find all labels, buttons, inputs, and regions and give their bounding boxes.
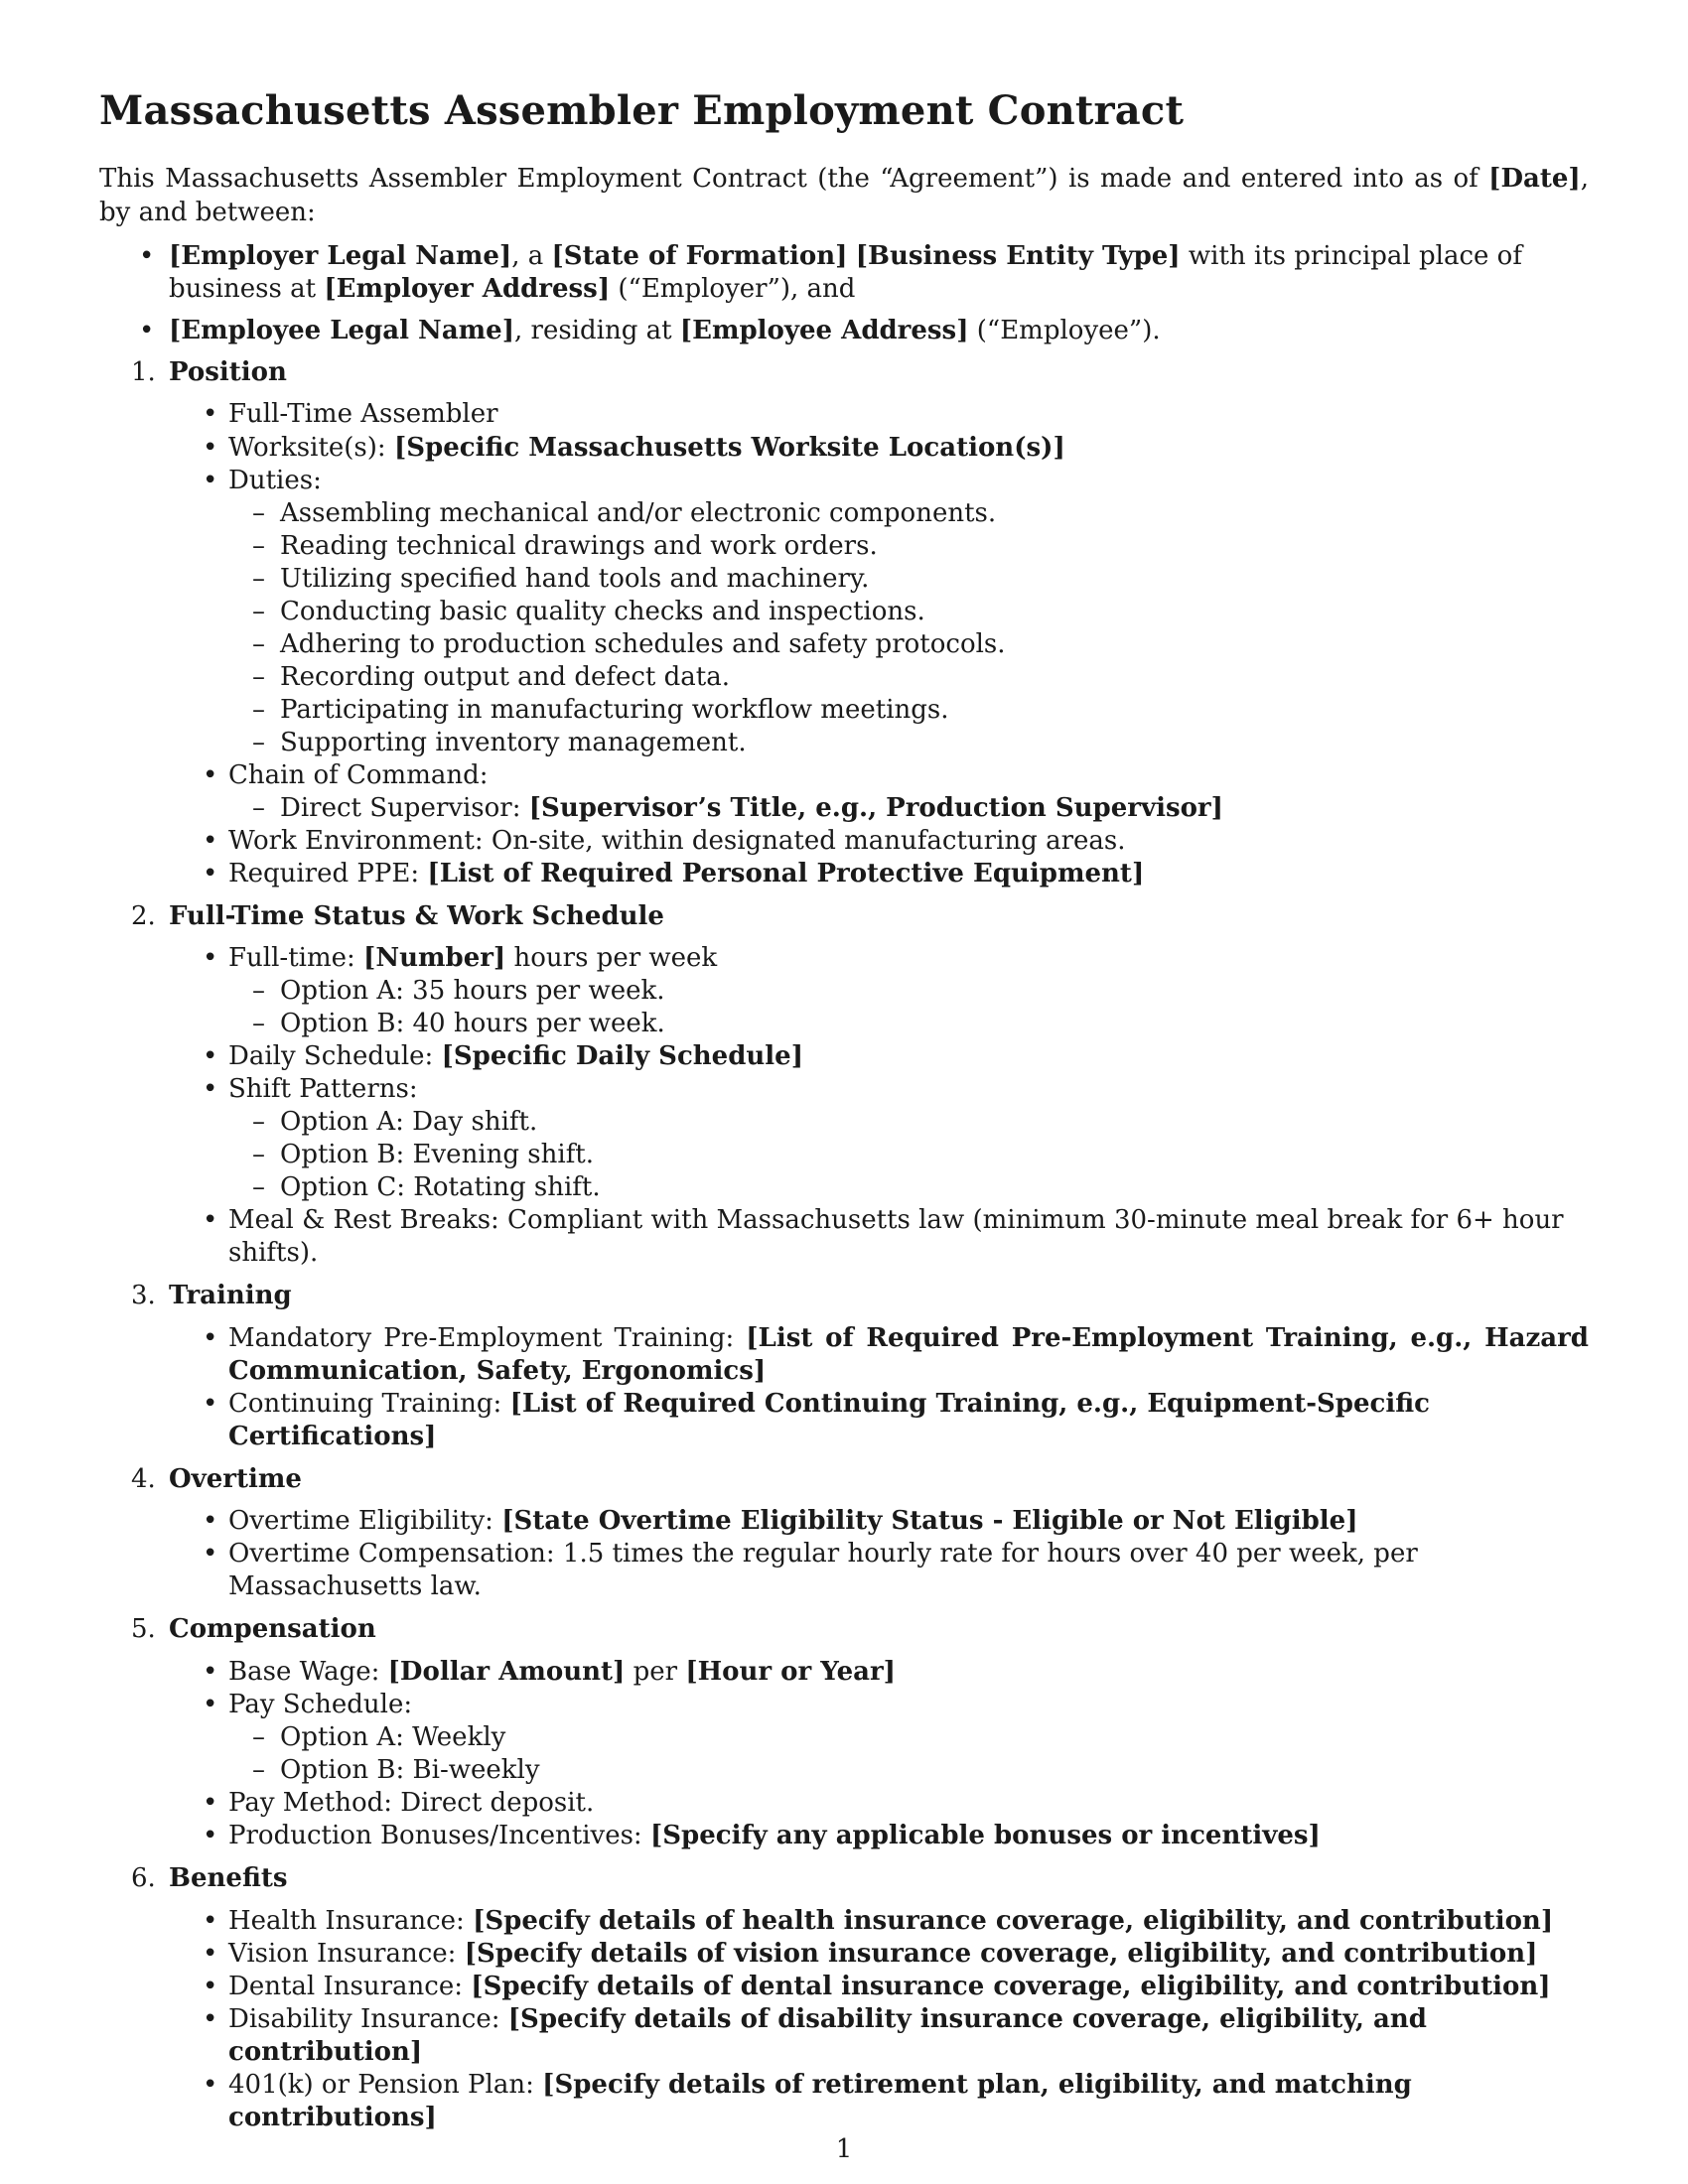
duty-item: – Assembling mechanical and/or electronic components. — [280, 497, 1589, 530]
duties-list — [228, 497, 1589, 759]
eligibility-placeholder: [State Overtime Eligibility Status - Eligible or Not Eligible] — [501, 1506, 1358, 1537]
daily-schedule-item — [228, 1040, 1589, 1073]
item-label: Chain of Command: — [228, 759, 489, 790]
item-label: Production Bonuses/Incentives: — [228, 1821, 650, 1851]
item-label: Direct Supervisor: — [280, 792, 529, 823]
item-label: Vision Insurance: — [228, 1938, 465, 1969]
section-benefits — [99, 1862, 1589, 2134]
fulltime-item — [228, 942, 1589, 1040]
item-label: 401(k) or Pension Plan: — [228, 2069, 543, 2100]
item-label: Overtime Eligibility: — [228, 1506, 502, 1537]
document-title: Massachusetts Assembler Employment Contract — [99, 87, 1185, 134]
entity-type-placeholder: [Business Entity Type] — [855, 240, 1181, 271]
parties-list — [99, 240, 1589, 348]
text: (“Employee”). — [968, 316, 1161, 346]
option-item: – Option A: Weekly — [280, 1721, 1589, 1754]
benefit-item — [228, 2003, 1589, 2069]
option-item: – Option B: Bi-weekly — [280, 1754, 1589, 1787]
employer-party — [169, 240, 1589, 308]
section-compensation — [99, 1613, 1589, 1852]
duty-item: – Utilizing specified hand tools and machinery. — [280, 563, 1589, 596]
duty-item: – Supporting inventory management. — [280, 727, 1589, 759]
duties-item — [228, 465, 1589, 759]
item-label: Continuing Training: — [228, 1388, 510, 1419]
overtime-compensation-item: • Overtime Compensation: 1.5 times the regular hourly rate for hours over 40 per week, per Massachusetts law. — [228, 1538, 1589, 1603]
state-placeholder: [State of Formation] — [551, 240, 848, 271]
bonus-item — [228, 1820, 1589, 1852]
item-label: Base Wage: — [228, 1656, 388, 1687]
section-position — [99, 356, 1589, 890]
section-title: Training — [169, 1281, 292, 1311]
employee-name-placeholder: [Employee Legal Name] — [169, 316, 515, 346]
position-item: • Full-Time Assembler — [228, 398, 1589, 431]
benefit-placeholder: [Specify details of vision insurance coverage, eligibility, and contribution] — [464, 1938, 1538, 1969]
section-heading — [131, 900, 1589, 933]
pre-training-placeholder: [List of Required Pre-Employment Training, e.g., Hazard Communication, Safety, Ergonomics] — [228, 1322, 1589, 1386]
duty-item: – Recording output and defect data. — [280, 661, 1589, 694]
benefit-placeholder: [Specify details of retirement plan, eligibility, and matching contributions] — [228, 2069, 1412, 2132]
item-label: Duties: — [228, 465, 322, 495]
bonus-placeholder: [Specify any applicable bonuses or incentives] — [649, 1821, 1321, 1851]
section-title: Benefits — [169, 1863, 288, 1894]
chain-of-command-item — [228, 759, 1589, 825]
text: (“Employer”), and — [610, 274, 856, 305]
section-number: 3. — [131, 1281, 156, 1311]
text: , a — [511, 240, 552, 271]
ppe-placeholder: [List of Required Personal Protective Equipment] — [427, 858, 1145, 888]
section-heading — [131, 1862, 1589, 1895]
duty-item: – Participating in manufacturing workflow meetings. — [280, 694, 1589, 727]
benefit-item — [228, 1938, 1589, 1971]
continuing-training-item — [228, 1388, 1589, 1453]
section-heading — [131, 1463, 1589, 1496]
employee-address-placeholder: [Employee Address] — [679, 316, 969, 346]
item-label: Health Insurance: — [228, 1905, 474, 1936]
pay-schedule-item — [228, 1689, 1589, 1787]
duty-item: – Reading technical drawings and work orders. — [280, 530, 1589, 563]
hours-options — [228, 975, 1589, 1040]
duty-item: – Adhering to production schedules and safety protocols. — [280, 628, 1589, 661]
breaks-item: • Meal & Rest Breaks: Compliant with Massachusetts law (minimum 30-minute meal break for 6+ hour shifts). — [228, 1204, 1589, 1270]
employee-party — [169, 315, 1589, 348]
supervisor-placeholder: [Supervisor’s Title, e.g., Production Supervisor] — [528, 792, 1223, 823]
daily-schedule-placeholder: [Specific Daily Schedule] — [441, 1041, 804, 1072]
section-items — [169, 942, 1589, 1270]
hours-placeholder: [Number] — [363, 943, 506, 974]
shift-patterns-item — [228, 1073, 1589, 1204]
supervisor-item — [280, 792, 1589, 825]
option-item: – Option C: Rotating shift. — [280, 1171, 1589, 1204]
item-label: Pay Schedule: — [228, 1690, 413, 1719]
item-label: Disability Insurance: — [228, 2003, 508, 2034]
option-item: – Option B: 40 hours per week. — [280, 1008, 1589, 1040]
section-title: Overtime — [169, 1463, 302, 1494]
section-items — [169, 1505, 1589, 1603]
item-label: Full-time: — [228, 943, 364, 974]
worksite-placeholder: [Specific Massachusetts Worksite Location(s)] — [393, 432, 1065, 463]
page-number: 1 — [835, 2134, 853, 2164]
item-text: per — [625, 1656, 686, 1687]
section-training — [99, 1280, 1589, 1453]
section-heading — [131, 1613, 1589, 1646]
benefit-placeholder: [Specify details of dental insurance coverage, eligibility, and contribution] — [471, 1971, 1551, 2001]
section-schedule — [99, 900, 1589, 1271]
benefit-placeholder: [Specify details of disability insurance coverage, eligibility, and contribution] — [228, 2003, 1427, 2067]
benefit-placeholder: [Specify details of health insurance coverage, eligibility, and contribution] — [473, 1905, 1554, 1936]
wage-placeholder: [Dollar Amount] — [387, 1656, 626, 1687]
benefit-item — [228, 1905, 1589, 1938]
section-number: 1. — [131, 356, 156, 387]
section-items — [169, 1905, 1589, 2134]
intro-text-end: , by and between: — [99, 164, 1589, 227]
text — [847, 241, 855, 271]
item-label: Worksite(s): — [228, 432, 394, 463]
section-title: Compensation — [169, 1614, 376, 1645]
sections-list — [99, 356, 1589, 2134]
item-label: Required PPE: — [228, 858, 428, 888]
option-item: – Option A: Day shift. — [280, 1106, 1589, 1139]
section-heading — [131, 1280, 1589, 1312]
benefit-item — [228, 2069, 1589, 2134]
overtime-eligibility-item — [228, 1505, 1589, 1538]
section-number: 6. — [131, 1863, 156, 1894]
section-title: Position — [169, 356, 287, 387]
pay-options — [228, 1721, 1589, 1787]
item-text: hours per week — [505, 943, 718, 974]
worksite-item — [228, 432, 1589, 465]
text: , residing at — [514, 316, 680, 346]
benefit-item — [228, 1971, 1589, 2003]
intro-paragraph — [99, 163, 1589, 230]
section-number: 4. — [131, 1463, 156, 1494]
intro-text: This Massachusetts Assembler Employment Contract (the “Agreement”) is made and entered into as of — [99, 164, 1489, 194]
continuing-training-placeholder: [List of Required Continuing Training, e.g., Equipment-Specific Certifications] — [228, 1388, 1430, 1451]
base-wage-item — [228, 1656, 1589, 1689]
section-number: 5. — [131, 1614, 156, 1645]
date-placeholder: [Date] — [1488, 164, 1581, 194]
pre-training-item — [228, 1322, 1589, 1388]
item-label: Mandatory Pre-Employment Training: — [228, 1322, 747, 1353]
chain-list — [228, 792, 1589, 825]
employer-address-placeholder: [Employer Address] — [324, 274, 611, 305]
option-item: – Option A: 35 hours per week. — [280, 975, 1589, 1008]
pay-method-item: • Pay Method: Direct deposit. — [228, 1787, 1589, 1820]
text: with its principal place of business at — [169, 240, 1522, 305]
item-label: Daily Schedule: — [228, 1041, 442, 1072]
shift-options — [228, 1106, 1589, 1204]
section-title: Full-Time Status & Work Schedule — [169, 900, 664, 931]
section-heading — [131, 356, 1589, 389]
item-label: Shift Patterns: — [228, 1074, 418, 1105]
work-environment-item: • Work Environment: On-site, within designated manufacturing areas. — [228, 825, 1589, 858]
item-label: Dental Insurance: — [228, 1971, 472, 2001]
wage-unit-placeholder: [Hour or Year] — [685, 1656, 896, 1687]
section-items — [169, 1322, 1589, 1453]
option-item: – Option B: Evening shift. — [280, 1139, 1589, 1171]
section-overtime — [99, 1463, 1589, 1604]
employer-name-placeholder: [Employer Legal Name] — [169, 240, 512, 271]
section-items — [169, 1656, 1589, 1852]
duty-item: – Conducting basic quality checks and inspections. — [280, 596, 1589, 628]
ppe-item — [228, 858, 1589, 890]
section-items — [169, 398, 1589, 889]
section-number: 2. — [131, 900, 156, 931]
